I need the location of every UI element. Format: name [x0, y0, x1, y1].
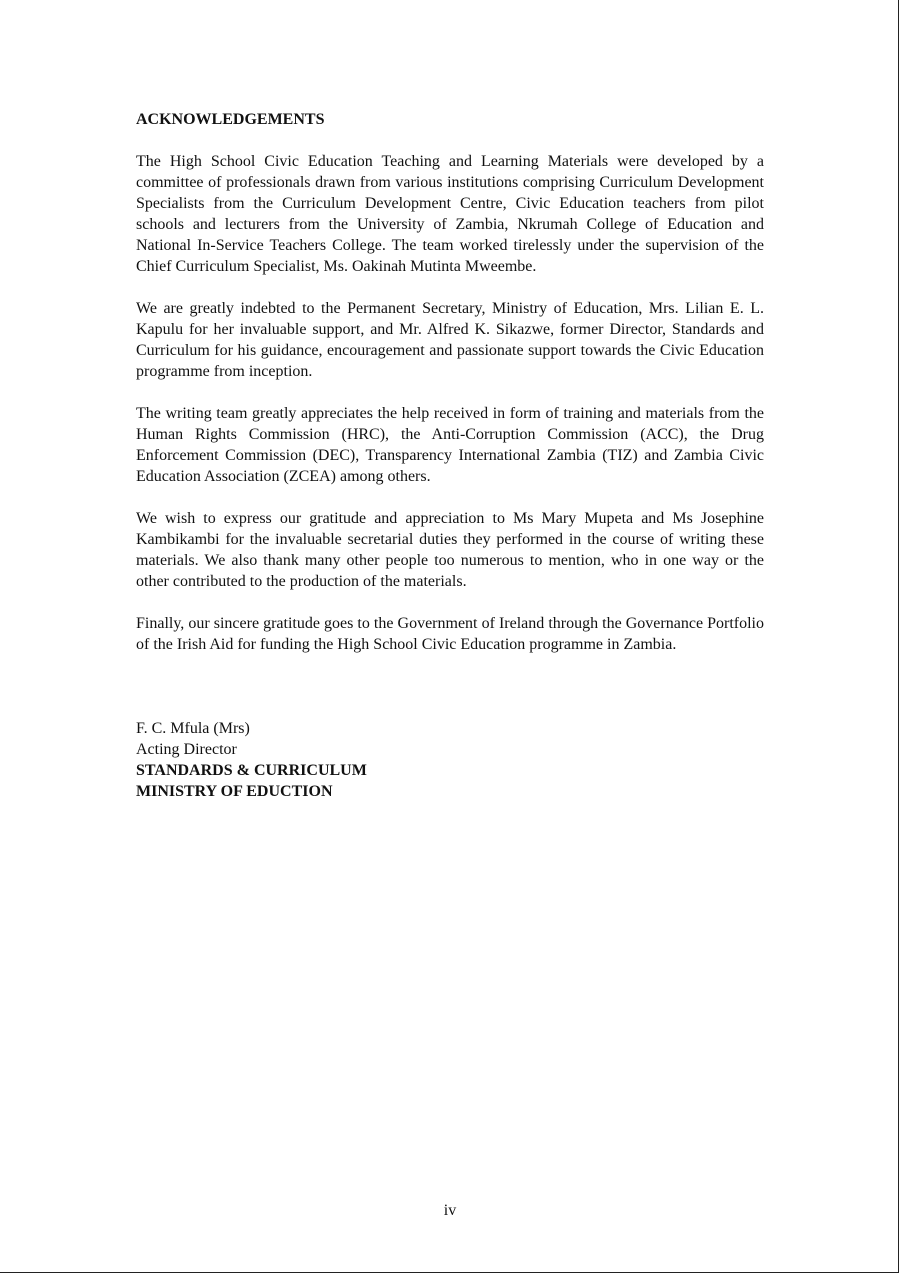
- paragraph-gratitude: We wish to express our gratitude and appreciation to Ms Mary Mupeta and Ms Josephine Kambikambi for the invaluable secretarial duties they performed in the course of writing these materials. We also thank many other people too numerous to mention, who in one way or the other contributed to the production of the materials.: [136, 510, 764, 590]
- signatory-ministry: MINISTRY OF EDUCTION: [136, 783, 333, 800]
- paragraph-funding: Finally, our sincere gratitude goes to the Government of Ireland through the Governance Portfolio of the Irish Aid for funding the High School Civic Education programme in Zambia.: [136, 615, 764, 653]
- signatory-title: Acting Director: [136, 741, 237, 758]
- paragraph-committee: The High School Civic Education Teaching and Learning Materials were developed by a committee of professionals drawn from various institutions comprising Curriculum Development Specialists from the Curriculum Development Centre, Civic Education teachers from pilot schools and lecturers from the University of Zambia, Nkrumah College of Education and National In-Service Teachers College. The team worked tirelessly under the supervision of the Chief Curriculum Specialist, Ms. Oakinah Mutinta Mweembe.: [136, 153, 764, 275]
- paragraph-indebted: We are greatly indebted to the Permanent Secretary, Ministry of Education, Mrs. Lilian E. L. Kapulu for her invaluable support, and Mr. Alfred K. Sikazwe, former Director, Standards and Curriculum for his guidance, encouragement and passionate support towards the Civic Education programme from inception.: [136, 300, 764, 380]
- signatory-department: STANDARDS & CURRICULUM: [136, 762, 367, 779]
- section-heading: ACKNOWLEDGEMENTS: [136, 111, 325, 128]
- page-content: [136, 109, 764, 802]
- signature-block: [136, 718, 764, 802]
- page-number: iv: [443, 1202, 457, 1219]
- signatory-name: F. C. Mfula (Mrs): [136, 720, 250, 737]
- paragraph-writing-team: The writing team greatly appreciates the help received in form of training and materials from the Human Rights Commission (HRC), the Anti-Corruption Commission (ACC), the Drug Enforcement Commission (DEC), Transparency International Zambia (TIZ) and Zambia Civic Education Association (ZCEA) among others.: [136, 405, 764, 485]
